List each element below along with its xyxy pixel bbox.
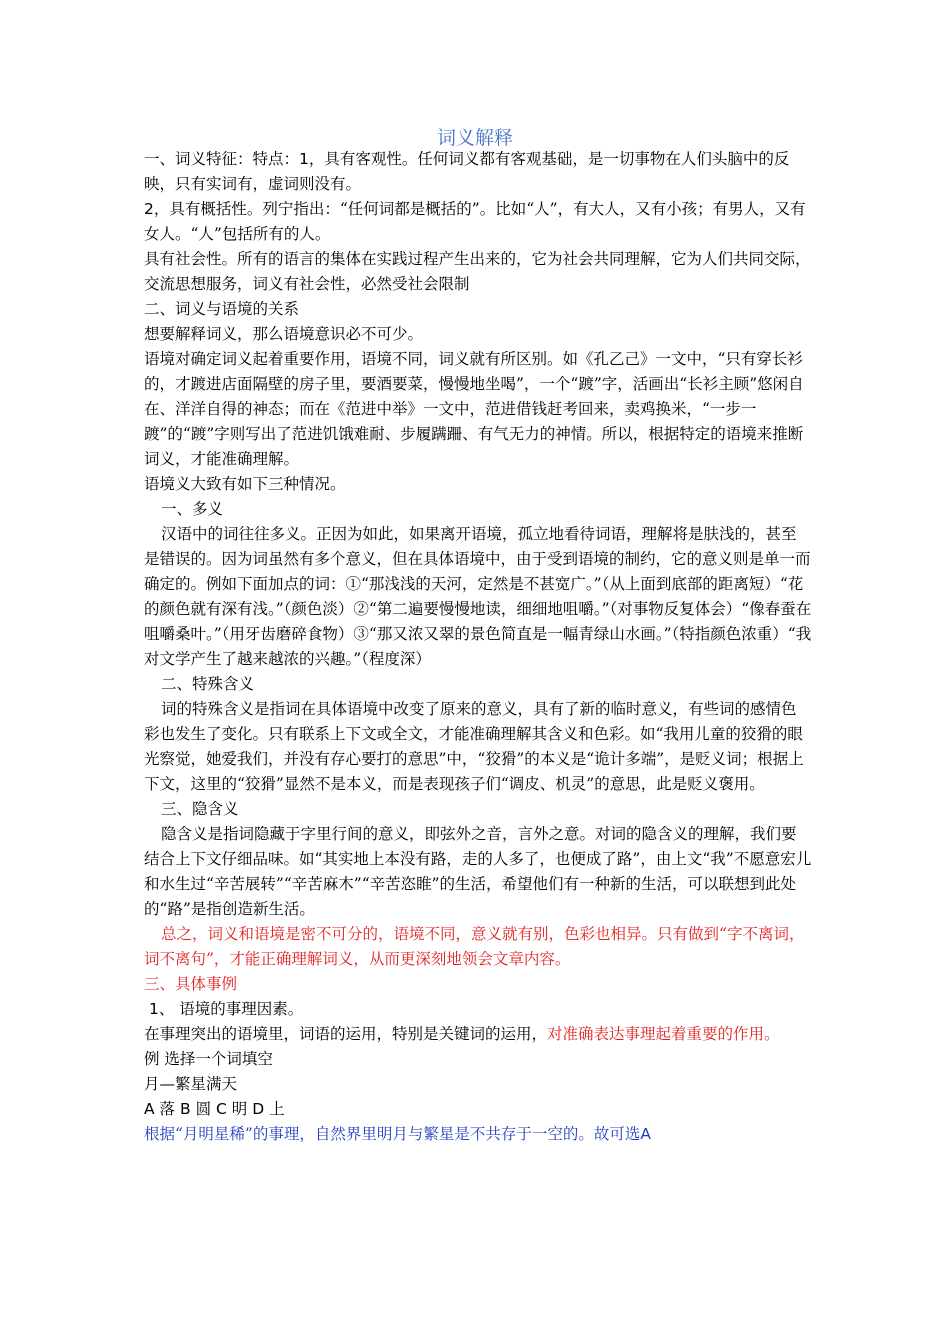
- answer-text: 根据“月明星稀”的事理，自然界里明月与繁星是不共存于一空的。故可选: [144, 1125, 641, 1143]
- point2-number: 2: [144, 200, 154, 218]
- item1-text: 、 语境的事理因素。: [158, 1000, 304, 1018]
- paragraph1-black-text: 在事理突出的语境里，词语的运用，特别是关键词的运用，: [144, 1025, 548, 1043]
- option-b-text: 圆: [195, 1100, 212, 1118]
- point1-text: ，具有客观性。任何词义都有客观基础，是一切事物在人们头脑中的反映，只有实词有，虚词则没有。: [144, 150, 790, 193]
- subsection3-text: 隐含义是指词隐藏于字里行间的意义，即弦外之音，言外之意。对词的隐含义的理解，我们要结合上下文仔细品味。如“其实地上本没有路，走的人多了，也便成了路”，由上文“我”不愿意宏儿和水生过“辛苦展转”“辛苦麻木”“辛苦恣睢”的生活，希望他们有一种新的生活，可以联想到此处的“路”是指创造新生活。: [144, 825, 812, 918]
- answer-explanation: [144, 1122, 812, 1147]
- option-d-letter: D: [252, 1100, 265, 1118]
- option-b-letter: B: [180, 1100, 191, 1118]
- example-item1: [144, 997, 812, 1022]
- point1-number: 1: [299, 150, 309, 168]
- example-options: [144, 1097, 812, 1122]
- subsection1-text: 汉语中的词往往多义。正因为如此，如果离开语境，孤立地看待词语，理解将是肤浅的，甚至是错误的。因为词虽然有多个意义，但在具体语境中，由于受到语境的制约，它的意义则是单一而确定的。例如下面加点的词：①“那浅浅的天河，定然是不甚宽广。”（从上面到底部的距离短）“花的颜色就有深有浅。”（颜色淡）②“第二遍要慢慢地读，细细地咀嚼。”（对事物反复体会）“像春蚕在咀嚼桑叶。”（用牙齿磨碎食物）③“那又浓又翠的景色简直是一幅青绿山水画。”（特指颜色浓重）“我对文学产生了越来越浓的兴趣。”（程度深）: [144, 525, 812, 668]
- document-body: [144, 147, 812, 1147]
- answer-letter: A: [640, 1125, 651, 1143]
- item1-number: 1: [148, 1000, 159, 1018]
- section1-paragraph1: [144, 147, 812, 197]
- option-a-text: 落: [159, 1100, 176, 1118]
- option-c-text: 明: [231, 1100, 248, 1118]
- option-c-letter: C: [216, 1100, 227, 1118]
- section3-paragraph1: [144, 1022, 812, 1047]
- paragraph1-red-text: 对准确表达事理起着重要的作用。: [547, 1025, 780, 1043]
- example-label: 例 选择一个词填空: [144, 1050, 273, 1068]
- subsection3-heading: 三、隐含义: [161, 800, 239, 818]
- document-title: 词义解释: [436, 127, 513, 149]
- section1-heading: 一、词义特征：特点：: [144, 150, 300, 168]
- section1-paragraph2: [144, 197, 812, 247]
- example-question: 月—繁星满天: [144, 1075, 238, 1093]
- option-a-letter: A: [144, 1100, 155, 1118]
- subsection1-heading: 一、多义: [161, 500, 224, 518]
- section2-paragraph3: 语境义大致有如下三种情况。: [144, 475, 346, 493]
- subsection2-text: 词的特殊含义是指词在具体语境中改变了原来的意义，具有了新的临时意义，有些词的感情色彩也发生了变化。只有联系上下文或全文，才能准确理解其含义和色彩。如“我用儿童的狡猾的眼光察觉，她爱我们，并没有存心要打的意思”中，“狡猾”的本义是“诡计多端”，是贬义词；根据上下文，这里的“狡猾”显然不是本义，而是表现孩子们“调皮、机灵”的意思，此是贬义褒用。: [144, 700, 804, 793]
- section2-paragraph2: 语境对确定词义起着重要作用，语境不同，词义就有所区别。如《孔乙己》一文中，“只有穿长衫的，才踱进店面隔壁的房子里，要酒要菜，慢慢地坐喝”，一个“踱”字，活画出“长衫主顾”悠闲自在、洋洋自得的神态；而在《范进中举》一文中，范进借钱赶考回来，卖鸡换米，“一步一踱”的“踱”字则写出了范进饥饿难耐、步履蹒跚、有气无力的神情。所以，根据特定的语境来推断词义，才能准确理解。: [144, 350, 804, 468]
- section2-paragraph1: 想要解释词义，那么语境意识必不可少。: [144, 325, 424, 343]
- section2-heading: 二、词义与语境的关系: [144, 300, 300, 318]
- summary-paragraph: 总之，词义和语境是密不可分的，语境不同，意义就有别，色彩也相异。只有做到“字不离词，词不离句”，才能正确理解词义，从而更深刻地领会文章内容。: [144, 925, 805, 968]
- section1-paragraph3: 具有社会性。所有的语言的集体在实践过程产生出来的，它为社会共同理解，它为人们共同交际，交流思想服务，词义有社会性，必然受社会限制: [144, 250, 811, 293]
- option-d-text: 上: [269, 1100, 285, 1118]
- point2-text: ，具有概括性。列宁指出：“任何词都是概括的”。比如“人”，有大人，又有小孩；有男人，又有女人。“人”包括所有的人。: [144, 200, 806, 243]
- section3-heading: 三、具体事例: [144, 975, 238, 993]
- subsection2-heading: 二、特殊含义: [161, 675, 255, 693]
